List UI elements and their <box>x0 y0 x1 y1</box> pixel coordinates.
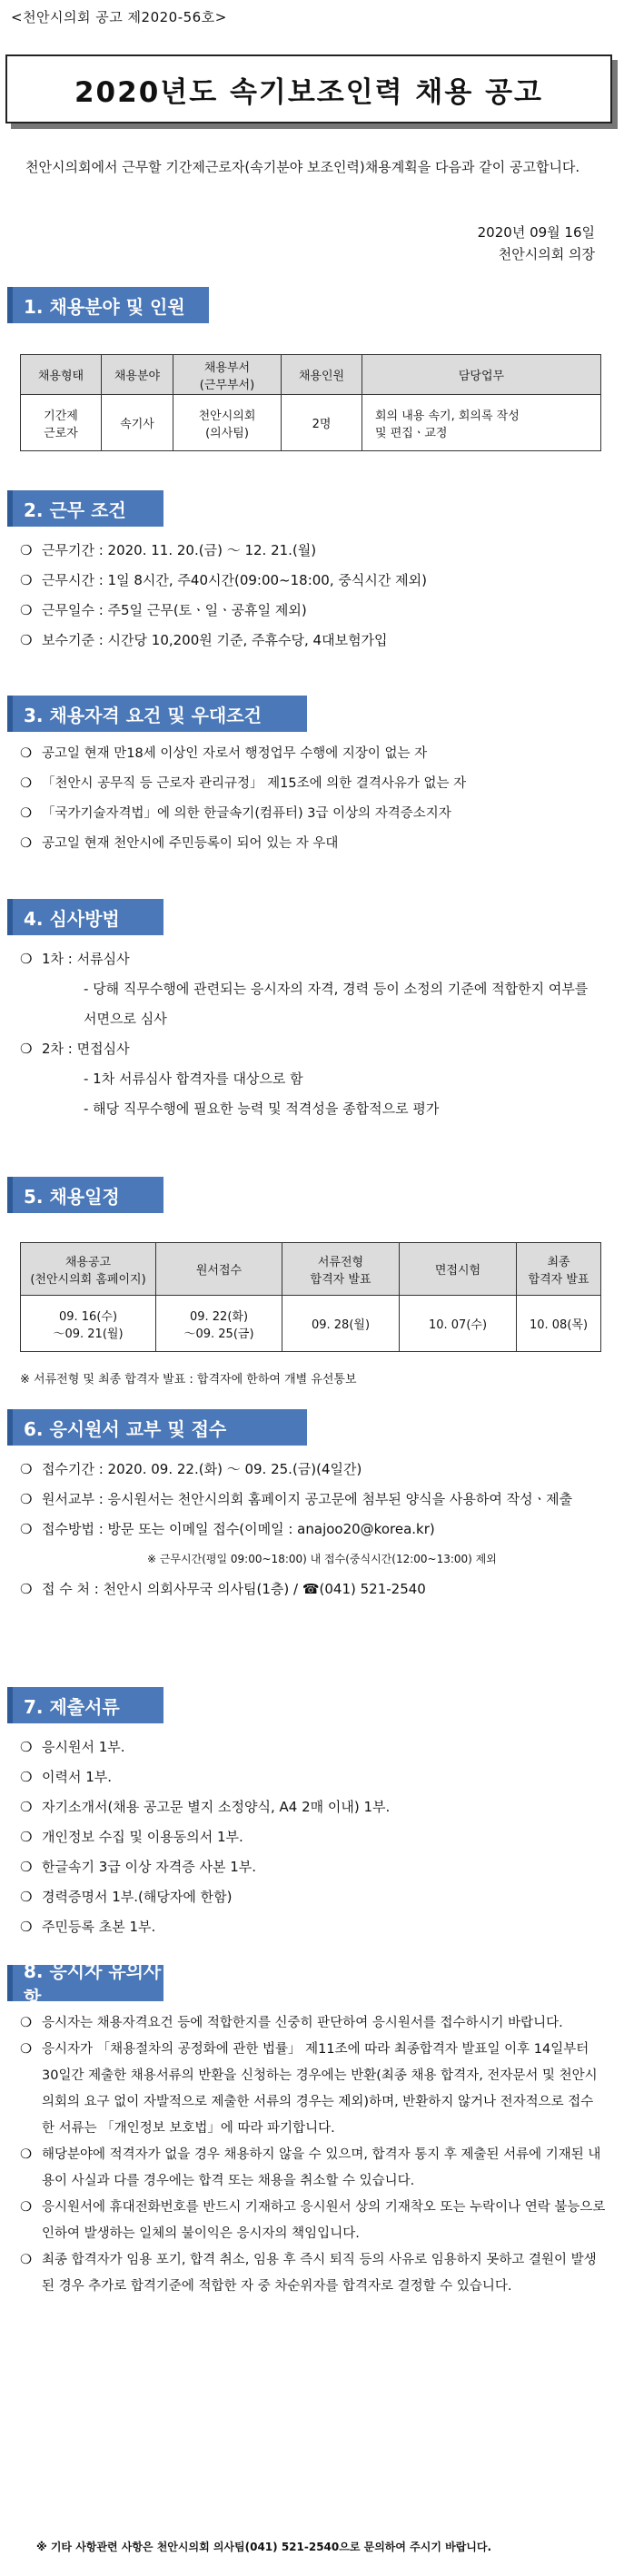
circle-bullet-icon: ❍ <box>20 2200 32 2215</box>
circle-bullet-icon: ❍ <box>20 2042 32 2057</box>
circle-bullet-icon: ❍ <box>20 1461 33 1477</box>
section-1-heading: 1. 채용분야 및 인원 <box>7 287 209 323</box>
work-conditions-list <box>20 536 427 656</box>
list-item: ❍ 보수기준 : 시간당 10,200원 기준, 주휴수당, 4대보험가입 <box>20 626 427 656</box>
issue-block <box>478 222 595 265</box>
circle-bullet-icon: ❍ <box>20 836 32 851</box>
circle-bullet-icon: ❍ <box>20 951 33 967</box>
list-item: ❍ 근무시간 : 1일 8시간, 주40시간(09:00~18:00, 중식시간 제외) <box>20 566 427 596</box>
section-3-heading: 3. 채용자격 요건 및 우대조건 <box>7 696 307 732</box>
step-1-desc: - 당해 직무수행에 관련되는 응시자의 자격, 경력 등이 소정의 기준에 적합한지 여부를 서면으로 심사 <box>84 981 589 1027</box>
list-item: ❍ 자기소개서(채용 공고문 별지 소정양식, A4 2매 이내) 1부. <box>20 1792 390 1822</box>
circle-bullet-icon: ❍ <box>20 572 33 588</box>
circle-bullet-icon: ❍ <box>20 806 32 821</box>
table-cell: 09. 22(화) ～09. 25(금) <box>156 1296 282 1352</box>
step-2: ❍ 2차 : 면접심사 <box>20 1034 601 1064</box>
list-item: ❍ 접수기간 : 2020. 09. 22.(화) ～ 09. 25.(금)(4일간) <box>20 1455 601 1485</box>
circle-bullet-icon: ❍ <box>20 632 33 648</box>
table-cell: 속기사 <box>102 395 173 451</box>
list-item: ❍ 응시자가 「채용절차의 공정화에 관한 법률」 제11조에 따라 최종합격자 발표일 이후 14일부터 30일간 제출한 채용서류의 반환을 신청하는 경우에는 반환(최종 채용 합격자, 전자문서 및 천안시의회의 요구 없이 자발적으로 제출한 서류의 경우는 제외)하며, 반환하지 않거나 전자적으로 접수한 서류는 「개인정보 보호법」에 따라 파기합니다. <box>20 2037 606 2142</box>
table-header: 채용공고 (천안시의회 홈페이지) <box>21 1243 156 1296</box>
section-4-heading: 4. 심사방법 <box>7 899 163 935</box>
table-header: 채용부서 (근무부서) <box>173 355 282 395</box>
circle-bullet-icon: ❍ <box>20 1581 33 1597</box>
circle-bullet-icon: ❍ <box>20 2016 32 2030</box>
circle-bullet-icon: ❍ <box>20 1521 33 1537</box>
list-item: ❍ 접수방법 : 방문 또는 이메일 접수(이메일 : anajoo20@korea.kr) <box>20 1515 601 1545</box>
table-cell: 2명 <box>282 395 362 451</box>
list-item: ❍ 「천안시 공무직 등 근로자 관리규정」 제15조에 의한 결격사유가 없는 자 <box>20 769 466 799</box>
table-cell: 09. 16(수) ～09. 21(월) <box>21 1296 156 1352</box>
notes-list <box>20 2010 606 2300</box>
circle-bullet-icon: ❍ <box>20 2253 32 2267</box>
circle-bullet-icon: ❍ <box>20 1859 33 1875</box>
circle-bullet-icon: ❍ <box>20 542 33 558</box>
table-header: 채용인원 <box>282 355 362 395</box>
list-item: ❍ 근무일수 : 주5일 근무(토ㆍ일ㆍ공휴일 제외) <box>20 596 427 626</box>
circle-bullet-icon: ❍ <box>20 1919 33 1935</box>
circle-bullet-icon: ❍ <box>20 1739 33 1755</box>
circle-bullet-icon: ❍ <box>20 1799 33 1815</box>
application-info <box>20 1455 601 1604</box>
section-2-heading: 2. 근무 조건 <box>7 490 163 527</box>
qualification-list <box>20 739 466 859</box>
intro-text: 천안시의회에서 근무할 기간제근로자(속기분야 보조인력)채용계획을 다음과 같이 공고합니다. <box>25 159 580 175</box>
table-cell: 10. 07(수) <box>400 1296 517 1352</box>
table-cell: 기간제 근로자 <box>21 395 102 451</box>
list-item: ❍ 응시원서 1부. <box>20 1732 390 1762</box>
list-item: ❍ 경력증명서 1부.(해당자에 한함) <box>20 1882 390 1912</box>
table-cell: 천안시의회 (의사팀) <box>173 395 282 451</box>
list-item: ❍ 원서교부 : 응시원서는 천안시의회 홈페이지 공고문에 첨부된 양식을 사용하여 작성ㆍ제출 <box>20 1485 601 1515</box>
list-item: ❍ 이력서 1부. <box>20 1762 390 1792</box>
circle-bullet-icon: ❍ <box>20 2147 32 2162</box>
list-item: ❍ 공고일 현재 만18세 이상인 자로서 행정업무 수행에 지장이 없는 자 <box>20 739 466 769</box>
table-cell: 09. 28(월) <box>282 1296 400 1352</box>
section-6-heading: 6. 응시원서 교부 및 접수 <box>7 1409 307 1446</box>
section-8-heading: 8. 응시자 유의사항 <box>7 1965 163 2001</box>
list-item: ❍ 해당분야에 적격자가 없을 경우 채용하지 않을 수 있으며, 합격자 통지 후 제출된 서류에 기재된 내용이 사실과 다를 경우에는 합격 또는 채용을 취소할 수 있습니다. <box>20 2142 606 2195</box>
step-2-desc: - 1차 서류심사 합격자를 대상으로 함 <box>84 1071 303 1087</box>
table-header: 최종 합격자 발표 <box>517 1243 601 1296</box>
list-item: ❍ 응시자는 채용자격요건 등에 적합한지를 신중히 판단하여 응시원서를 접수하시기 바랍니다. <box>20 2010 606 2037</box>
table-header: 담당업무 <box>362 355 601 395</box>
notice-number: <천안시의회 공고 제2020-56호> <box>11 9 227 25</box>
footer-note: ※ 기타 사항관련 사항은 천안시의회 의사팀(041) 521-2540으로 문의하여 주시기 바랍니다. <box>36 2541 492 2553</box>
schedule-note: ※ 서류전형 및 최종 합격자 발표 : 합격자에 한하여 개별 유선통보 <box>20 1373 357 1387</box>
table-cell: 회의 내용 속기, 회의록 작성 및 편집ㆍ교정 <box>362 395 601 451</box>
table-header: 채용분야 <box>102 355 173 395</box>
step-1: ❍ 1차 : 서류심사 <box>20 944 601 974</box>
list-item: ❍ 공고일 현재 천안시에 주민등록이 되어 있는 자 우대 <box>20 829 466 859</box>
table-header: 서류전형 합격자 발표 <box>282 1243 400 1296</box>
circle-bullet-icon: ❍ <box>20 776 32 791</box>
step-2-desc: - 해당 직무수행에 필요한 능력 및 적격성을 종합적으로 평가 <box>84 1100 440 1117</box>
list-item: ❍ 주민등록 초본 1부. <box>20 1912 390 1942</box>
table-header: 원서접수 <box>156 1243 282 1296</box>
title-box <box>5 54 612 123</box>
list-item: ❍ 개인정보 수집 및 이용동의서 1부. <box>20 1822 390 1852</box>
section-7-heading: 7. 제출서류 <box>7 1687 163 1723</box>
method-note: ※ 근무시간(평일 09:00~18:00) 내 접수(중식시간(12:00~13:00) 제외 <box>147 1553 497 1565</box>
list-item: ❍ 「국가기술자격법」에 의한 한글속기(컴퓨터) 3급 이상의 자격증소지자 <box>20 799 466 829</box>
table-header: 채용형태 <box>21 355 102 395</box>
schedule-table <box>20 1242 601 1352</box>
list-item: ❍ 응시원서에 휴대전화번호를 반드시 기재하고 응시원서 상의 기재착오 또는 누락이나 연락 불능으로 인하여 발생하는 일체의 불이익은 응시자의 책임입니다. <box>20 2195 606 2247</box>
section-5-heading: 5. 채용일정 <box>7 1177 163 1213</box>
circle-bullet-icon: ❍ <box>20 1829 33 1845</box>
issue-date: 2020년 09월 16일 <box>477 224 595 241</box>
circle-bullet-icon: ❍ <box>20 1041 33 1057</box>
page-title: 2020년도 속기보조인력 채용 공고 <box>74 75 543 109</box>
list-item: ❍ 근무기간 : 2020. 11. 20.(금) ～ 12. 21.(월) <box>20 536 427 566</box>
circle-bullet-icon: ❍ <box>20 602 33 618</box>
circle-bullet-icon: ❍ <box>20 1769 33 1785</box>
circle-bullet-icon: ❍ <box>20 1491 33 1507</box>
list-item: ❍ 최종 합격자가 임용 포기, 합격 취소, 임용 후 즉시 퇴직 등의 사유로 임용하지 못하고 결원이 발생된 경우 추가로 합격기준에 적합한 자 중 차순위자를 합격자로 결정할 수 있습니다. <box>20 2247 606 2300</box>
issuer: 천안시의회 의장 <box>498 246 595 262</box>
recruitment-table <box>20 354 601 451</box>
screening-method <box>20 944 601 1124</box>
documents-list <box>20 1732 390 1942</box>
list-item: ❍ 한글속기 3급 이상 자격증 사본 1부. <box>20 1852 390 1882</box>
table-header: 면접시험 <box>400 1243 517 1296</box>
table-cell: 10. 08(목) <box>517 1296 601 1352</box>
circle-bullet-icon: ❍ <box>20 1889 33 1905</box>
list-item: ❍ 접 수 처 : 천안시 의회사무국 의사팀(1층) / ☎(041) 521-2540 <box>20 1574 601 1604</box>
circle-bullet-icon: ❍ <box>20 746 32 761</box>
